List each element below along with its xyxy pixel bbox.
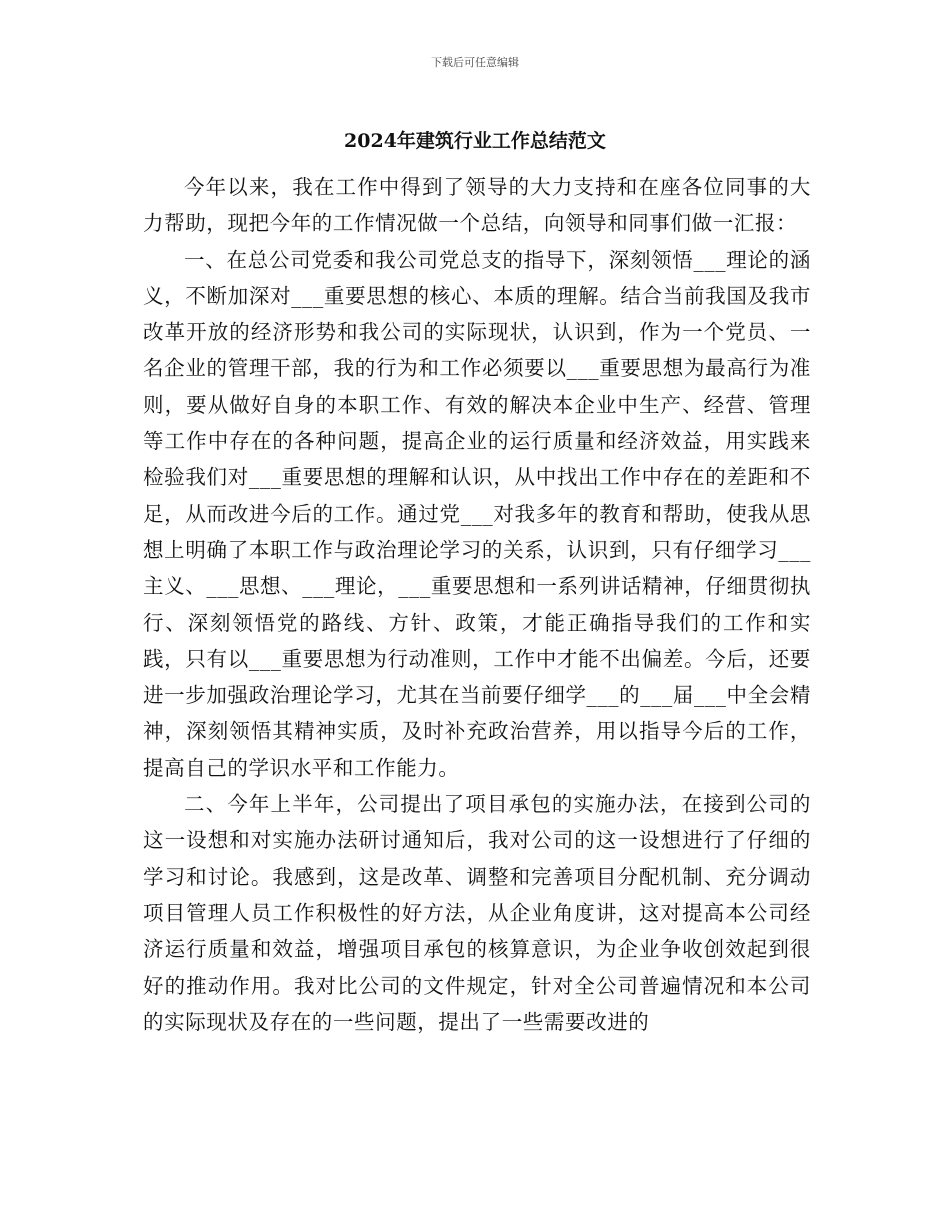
paragraph-intro: 今年以来，我在工作中得到了领导的大力支持和在座各位同事的大力帮助，现把今年的工作情况做一个总结，向领导和同事们做一汇报： (143, 175, 811, 236)
paragraph-section-two: 二、今年上半年，公司提出了项目承包的实施办法，在接到公司的这一设想和对实施办法研讨通知后，我对公司的这一设想进行了仔细的学习和讨论。我感到，这是改革、调整和完善项目分配机制、充分调动项目管理人员工作积极性的好方法，从企业角度讲，这对提高本公司经济运行质量和效益，增强项目承包的核算意识，为企业争收创效起到很好的推动作用。我对比公司的文件规定，针对全公司普遍情况和本公司的实际现状及存在的一些问题，提出了一些需要改进的 (143, 792, 811, 1034)
document-body (143, 169, 811, 1040)
document-title: 2024年建筑行业工作总结范文 (344, 130, 606, 152)
paragraph-section-one: 一、在总公司党委和我公司党总支的指导下，深刻领悟___理论的涵义，不断加深对___重要思想的核心、本质的理解。结合当前我国及我市改革开放的经济形势和我公司的实际现状，认识到，作为一个党员、一名企业的管理干部，我的行为和工作必须要以___重要思想为最高行为准则，要从做好自身的本职工作、有效的解决本企业中生产、经营、管理等工作中存在的各种问题，提高企业的运行质量和经济效益，用实践来检验我们对___重要思想的理解和认识，从中找出工作中存在的差距和不足，从而改进今后的工作。通过党___对我多年的教育和帮助，使我从思想上明确了本职工作与政治理论学习的关系，认识到，只有仔细学习___主义、___思想、___理论，___重要思想和一系列讲话精神，仔细贯彻执行、深刻领悟党的路线、方针、政策，才能正确指导我们的工作和实践，只有以___重要思想为行动准则，工作中才能不出偏差。今后，还要进一步加强政治理论学习，尤其在当前要仔细学___的___届___中全会精神，深刻领悟其精神实质，及时补充政治营养，用以指导今后的工作，提高自己的学识水平和工作能力。 (143, 247, 811, 780)
header-note: 下载后可任意编辑 (431, 56, 519, 69)
